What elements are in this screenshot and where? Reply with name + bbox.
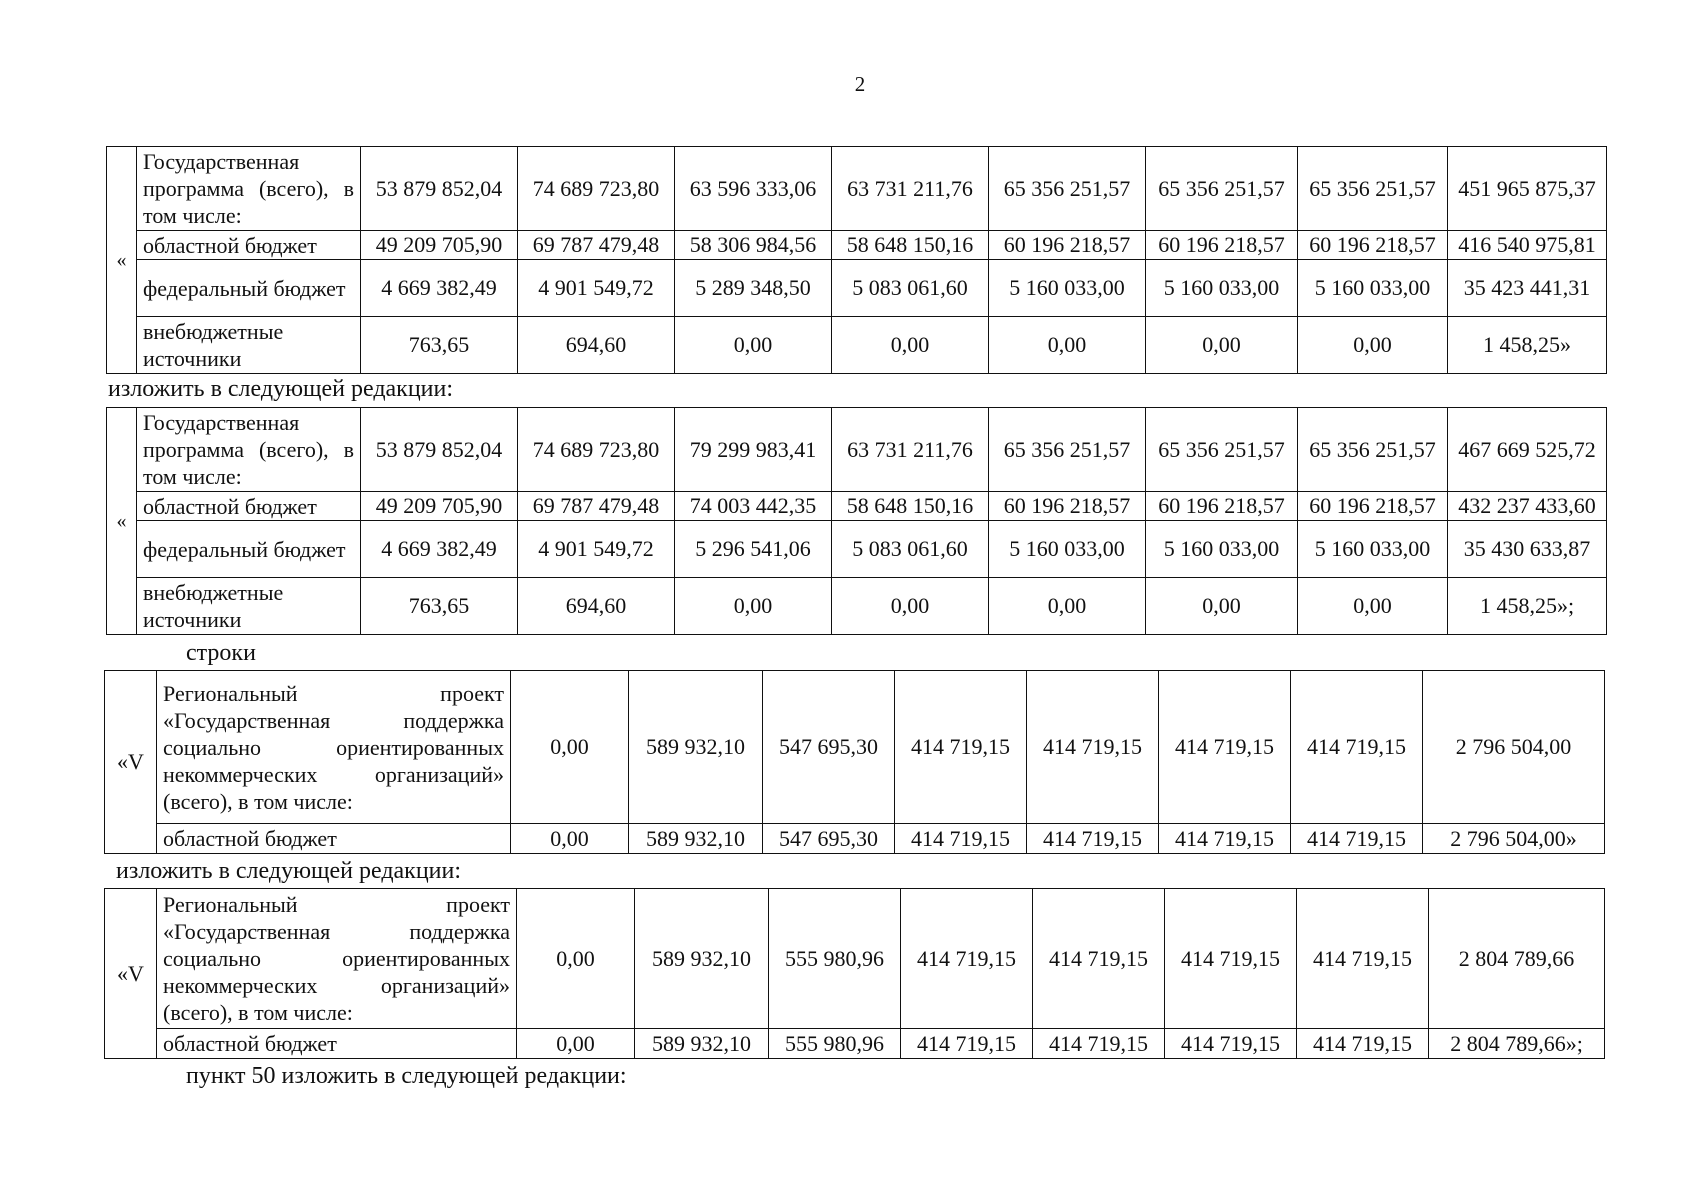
value-cell: 414 719,15 (1165, 889, 1297, 1029)
total-cell: 432 237 433,60 (1448, 492, 1607, 521)
value-cell: 414 719,15 (1033, 889, 1165, 1029)
total-cell: 35 430 633,87 (1448, 521, 1607, 578)
value-cell: 5 160 033,00 (1146, 521, 1298, 578)
value-cell: 414 719,15 (1291, 824, 1423, 854)
value-cell: 0,00 (1146, 317, 1298, 374)
value-cell: 0,00 (989, 578, 1146, 635)
value-cell: 4 669 382,49 (361, 521, 518, 578)
value-cell: 79 299 983,41 (675, 408, 832, 492)
opening-quote: «V (105, 671, 157, 854)
total-cell: 416 540 975,81 (1448, 231, 1607, 260)
value-cell: 69 787 479,48 (518, 231, 675, 260)
value-cell: 555 980,96 (769, 1029, 901, 1059)
value-cell: 414 719,15 (1159, 671, 1291, 824)
value-cell: 65 356 251,57 (1298, 147, 1448, 231)
page-number: 2 (854, 72, 866, 96)
value-cell: 5 083 061,60 (832, 260, 989, 317)
value-cell: 547 695,30 (763, 824, 895, 854)
table-row (105, 671, 1605, 824)
value-cell: 589 932,10 (629, 671, 763, 824)
value-cell: 0,00 (675, 317, 832, 374)
row-label: федеральный бюджет (137, 260, 361, 317)
total-cell: 451 965 875,37 (1448, 147, 1607, 231)
program-table-old (106, 146, 1607, 374)
value-cell: 0,00 (832, 578, 989, 635)
value-cell: 63 731 211,76 (832, 147, 989, 231)
value-cell: 5 289 348,50 (675, 260, 832, 317)
value-cell: 65 356 251,57 (1146, 408, 1298, 492)
value-cell: 58 648 150,16 (832, 492, 989, 521)
value-cell: 763,65 (361, 578, 518, 635)
value-cell: 49 209 705,90 (361, 231, 518, 260)
table-row (107, 317, 1607, 374)
value-cell: 414 719,15 (1027, 824, 1159, 854)
value-cell: 74 003 442,35 (675, 492, 832, 521)
value-cell: 414 719,15 (1297, 889, 1429, 1029)
table-row (107, 147, 1607, 231)
row-label: Государственная программа (всего), в том числе: (137, 147, 361, 231)
table-row (107, 492, 1607, 521)
value-cell: 5 160 033,00 (989, 260, 1146, 317)
value-cell: 4 669 382,49 (361, 260, 518, 317)
value-cell: 0,00 (989, 317, 1146, 374)
value-cell: 60 196 218,57 (1146, 492, 1298, 521)
table-row (105, 889, 1605, 1029)
value-cell: 414 719,15 (901, 889, 1033, 1029)
row-label: областной бюджет (157, 1029, 517, 1059)
total-cell: 2 796 504,00 (1423, 671, 1605, 824)
value-cell: 589 932,10 (629, 824, 763, 854)
value-cell: 69 787 479,48 (518, 492, 675, 521)
point-50-instruction: пункт 50 изложить в следующей редакции: (186, 1063, 627, 1089)
regional-project-table-new (104, 888, 1605, 1059)
total-cell: 35 423 441,31 (1448, 260, 1607, 317)
row-label: федеральный бюджет (137, 521, 361, 578)
value-cell: 74 689 723,80 (518, 147, 675, 231)
value-cell: 555 980,96 (769, 889, 901, 1029)
value-cell: 414 719,15 (1027, 671, 1159, 824)
edit-instruction-1: изложить в следующей редакции: (108, 376, 454, 402)
table-row (107, 521, 1607, 578)
value-cell: 694,60 (518, 578, 675, 635)
value-cell: 53 879 852,04 (361, 408, 518, 492)
value-cell: 74 689 723,80 (518, 408, 675, 492)
value-cell: 763,65 (361, 317, 518, 374)
value-cell: 694,60 (518, 317, 675, 374)
total-cell: 2 804 789,66»; (1429, 1029, 1605, 1059)
opening-quote: « (107, 408, 137, 635)
value-cell: 0,00 (517, 1029, 635, 1059)
regional-project-table-old (104, 670, 1605, 854)
table-row (107, 231, 1607, 260)
table-row (107, 578, 1607, 635)
value-cell: 414 719,15 (1297, 1029, 1429, 1059)
value-cell: 60 196 218,57 (989, 492, 1146, 521)
value-cell: 65 356 251,57 (1146, 147, 1298, 231)
row-label: внебюджетные источники (137, 578, 361, 635)
value-cell: 5 160 033,00 (1298, 260, 1448, 317)
value-cell: 58 306 984,56 (675, 231, 832, 260)
value-cell: 4 901 549,72 (518, 521, 675, 578)
value-cell: 414 719,15 (895, 671, 1027, 824)
table-row (105, 1029, 1605, 1059)
table-row (105, 824, 1605, 854)
value-cell: 60 196 218,57 (1298, 492, 1448, 521)
row-label: областной бюджет (137, 492, 361, 521)
row-label: областной бюджет (157, 824, 511, 854)
value-cell: 53 879 852,04 (361, 147, 518, 231)
value-cell: 63 596 333,06 (675, 147, 832, 231)
row-label: Региональный проект «Государственная поддержка социально ориентированных некоммерческих организаций» (всего), в том числе: (157, 889, 517, 1029)
value-cell: 60 196 218,57 (1146, 231, 1298, 260)
value-cell: 414 719,15 (901, 1029, 1033, 1059)
value-cell: 65 356 251,57 (989, 147, 1146, 231)
lines-label: строки (186, 640, 256, 666)
value-cell: 414 719,15 (895, 824, 1027, 854)
value-cell: 65 356 251,57 (1298, 408, 1448, 492)
opening-quote: «V (105, 889, 157, 1059)
value-cell: 65 356 251,57 (989, 408, 1146, 492)
total-cell: 1 458,25» (1448, 317, 1607, 374)
table-row (107, 408, 1607, 492)
row-label: областной бюджет (137, 231, 361, 260)
value-cell: 5 160 033,00 (989, 521, 1146, 578)
value-cell: 5 160 033,00 (1146, 260, 1298, 317)
value-cell: 0,00 (832, 317, 989, 374)
value-cell: 0,00 (675, 578, 832, 635)
value-cell: 414 719,15 (1033, 1029, 1165, 1059)
value-cell: 5 296 541,06 (675, 521, 832, 578)
value-cell: 414 719,15 (1291, 671, 1423, 824)
opening-quote: « (107, 147, 137, 374)
value-cell: 63 731 211,76 (832, 408, 989, 492)
value-cell: 5 160 033,00 (1298, 521, 1448, 578)
value-cell: 0,00 (1146, 578, 1298, 635)
value-cell: 0,00 (517, 889, 635, 1029)
value-cell: 0,00 (511, 671, 629, 824)
value-cell: 4 901 549,72 (518, 260, 675, 317)
value-cell: 0,00 (1298, 578, 1448, 635)
value-cell: 60 196 218,57 (1298, 231, 1448, 260)
value-cell: 0,00 (1298, 317, 1448, 374)
edit-instruction-2: изложить в следующей редакции: (116, 858, 462, 884)
value-cell: 0,00 (511, 824, 629, 854)
program-table-new (106, 407, 1607, 635)
value-cell: 60 196 218,57 (989, 231, 1146, 260)
total-cell: 1 458,25»; (1448, 578, 1607, 635)
total-cell: 467 669 525,72 (1448, 408, 1607, 492)
value-cell: 589 932,10 (635, 1029, 769, 1059)
value-cell: 58 648 150,16 (832, 231, 989, 260)
value-cell: 589 932,10 (635, 889, 769, 1029)
total-cell: 2 804 789,66 (1429, 889, 1605, 1029)
value-cell: 547 695,30 (763, 671, 895, 824)
row-label: Государственная программа (всего), в том числе: (137, 408, 361, 492)
row-label: внебюджетные источники (137, 317, 361, 374)
value-cell: 5 083 061,60 (832, 521, 989, 578)
total-cell: 2 796 504,00» (1423, 824, 1605, 854)
value-cell: 49 209 705,90 (361, 492, 518, 521)
value-cell: 414 719,15 (1159, 824, 1291, 854)
value-cell: 414 719,15 (1165, 1029, 1297, 1059)
row-label: Региональный проект «Государственная поддержка социально ориентированных некоммерческих организаций» (всего), в том числе: (157, 671, 511, 824)
table-row (107, 260, 1607, 317)
